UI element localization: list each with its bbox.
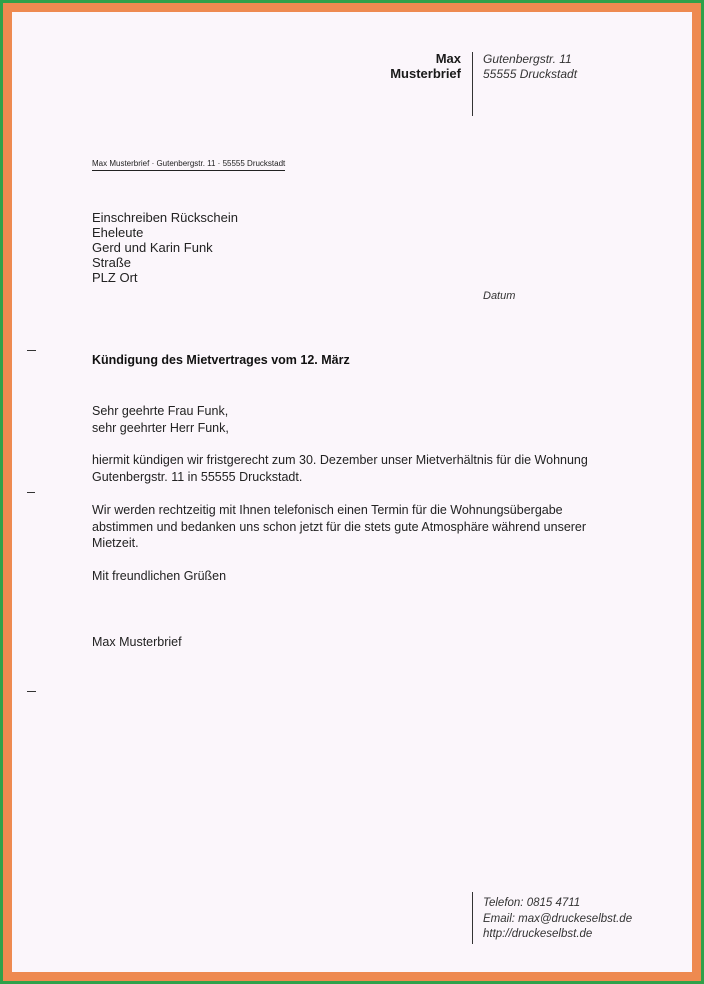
salutation: [92, 403, 632, 436]
salutation-line: Sehr geehrte Frau Funk,: [92, 404, 229, 418]
sender-last-name: Musterbrief: [390, 66, 461, 81]
recipient-line: Einschreiben Rückschein: [92, 210, 238, 225]
sender-street: Gutenbergstr. 11: [483, 52, 572, 66]
sender-name: [311, 51, 461, 81]
sender-address: [483, 52, 577, 82]
paragraph-line: abstimmen und bedanken uns schon jetzt für die stets gute Atmosphäre während unserer: [92, 519, 587, 534]
paragraph-line: hiermit kündigen wir fristgerecht zum 30. Dezember unser Mietverhältnis für die Wohnung: [92, 453, 588, 467]
closing: Mit freundlichen Grüßen: [92, 569, 227, 583]
sender-first-name: Max: [435, 51, 461, 66]
paragraph-2: [92, 502, 632, 552]
footer-phone: Telefon: 0815 4711: [483, 897, 581, 909]
recipient-address: [92, 210, 238, 285]
punch-mark: [27, 492, 35, 493]
paragraph-1: [92, 452, 632, 485]
footer-website: http://druckeselbst.de: [483, 928, 593, 940]
contact-footer: [483, 896, 632, 943]
letter-page: [12, 12, 692, 972]
signature-name: Max Musterbrief: [92, 635, 182, 649]
recipient-line: PLZ Ort: [92, 270, 138, 285]
fold-mark-bottom: [27, 691, 36, 692]
header-divider: [472, 52, 473, 116]
salutation-line: sehr geehrter Herr Funk,: [92, 420, 229, 435]
footer-divider: [472, 892, 473, 944]
recipient-line: Eheleute: [92, 225, 144, 240]
recipient-line: Gerd und Karin Funk: [92, 240, 213, 255]
paragraph-line: Mietzeit.: [92, 536, 139, 550]
paragraph-line: Gutenbergstr. 11 in 55555 Druckstadt.: [92, 469, 303, 484]
footer-email: Email: max@druckeselbst.de: [483, 912, 633, 925]
letter-subject: Kündigung des Mietvertrages vom 12. März: [92, 353, 350, 367]
letter-date: Datum: [483, 290, 516, 302]
fold-mark-top: [27, 350, 36, 351]
return-address-line: Max Musterbrief · Gutenbergstr. 11 · 55555 Druckstadt: [92, 159, 285, 171]
paragraph-line: Wir werden rechtzeitig mit Ihnen telefonisch einen Termin für die Wohnungsübergabe: [92, 503, 563, 517]
recipient-line: Straße: [92, 255, 132, 270]
sender-city: 55555 Druckstadt: [483, 67, 578, 81]
